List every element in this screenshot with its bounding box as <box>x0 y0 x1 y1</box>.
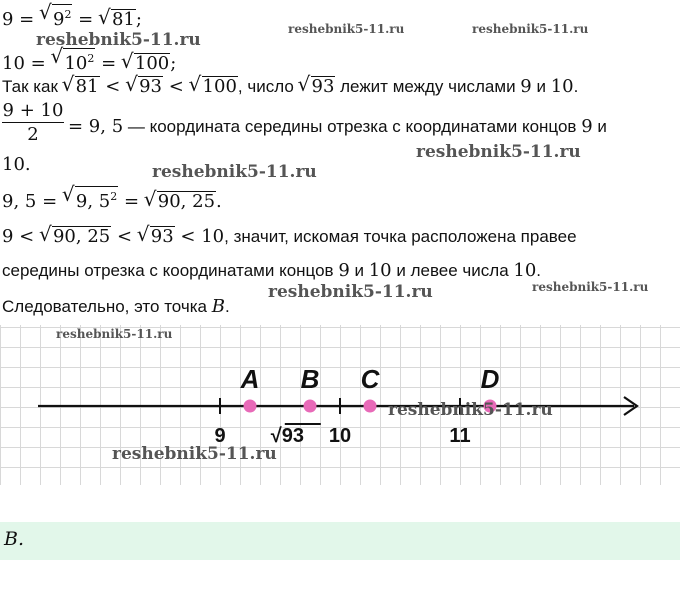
watermark: reshebnik5-11.ru <box>36 30 201 50</box>
point-b <box>304 400 317 413</box>
point-label-d: D <box>480 364 500 394</box>
point-label-b: B <box>300 364 320 394</box>
watermark: reshebnik5-11.ru <box>288 22 405 36</box>
tick-label: 10 <box>328 425 352 447</box>
watermark: reshebnik5-11.ru <box>268 282 433 302</box>
watermark: reshebnik5-11.ru <box>56 327 173 341</box>
answer-box <box>0 522 680 560</box>
fraction-numerator: 9 + 10 <box>2 100 64 121</box>
point-a <box>244 400 257 413</box>
equation-ten: 10 = √ $10^2$ = √ 100; <box>2 48 176 75</box>
segment-sentence: середины отрезка с координатами концов 9 и 10 и левее числа 10. <box>2 260 542 281</box>
point-c <box>364 400 377 413</box>
watermark: reshebnik5-11.ru <box>112 444 277 464</box>
equation-nine: 9 = √ $9^2$ = √ 81; <box>2 4 142 31</box>
watermark: reshebnik5-11.ru <box>472 22 589 36</box>
answer-text: B. <box>4 528 25 550</box>
watermark: reshebnik5-11.ru <box>416 142 581 162</box>
midpoint-fraction <box>2 100 64 147</box>
conclusion-sentence: Следовательно, это точка B. <box>2 296 230 317</box>
equation-nine-five: 9, 5 = √ 9, $5^2$ = √ 90, 25. <box>2 186 222 213</box>
point-label-c: C <box>360 364 380 394</box>
tick-label: √93 <box>270 425 305 447</box>
watermark: reshebnik5-11.ru <box>152 162 317 182</box>
fraction-denominator: 2 <box>27 124 39 145</box>
ten-continuation: 10. <box>2 154 31 175</box>
point-label-a: A <box>240 364 260 394</box>
tick-label: 9 <box>214 425 226 447</box>
watermark: reshebnik5-11.ru <box>532 280 649 294</box>
tick-label: 11 <box>449 425 471 447</box>
inequality-sentence: 9 < √ 90, 25 < √ 93 < 10, значит, искомая точка расположена правее <box>2 226 577 249</box>
midpoint-sentence: = 9, 5 — координата середины отрезка с координатами концов 9 и <box>68 116 607 137</box>
number-line <box>0 325 680 485</box>
comparison-sentence: Так как √ 81 < √ 93 < √ 100, число √ 93 лежит между числами 9 и 10. <box>2 76 578 99</box>
watermark: reshebnik5-11.ru <box>388 400 553 420</box>
